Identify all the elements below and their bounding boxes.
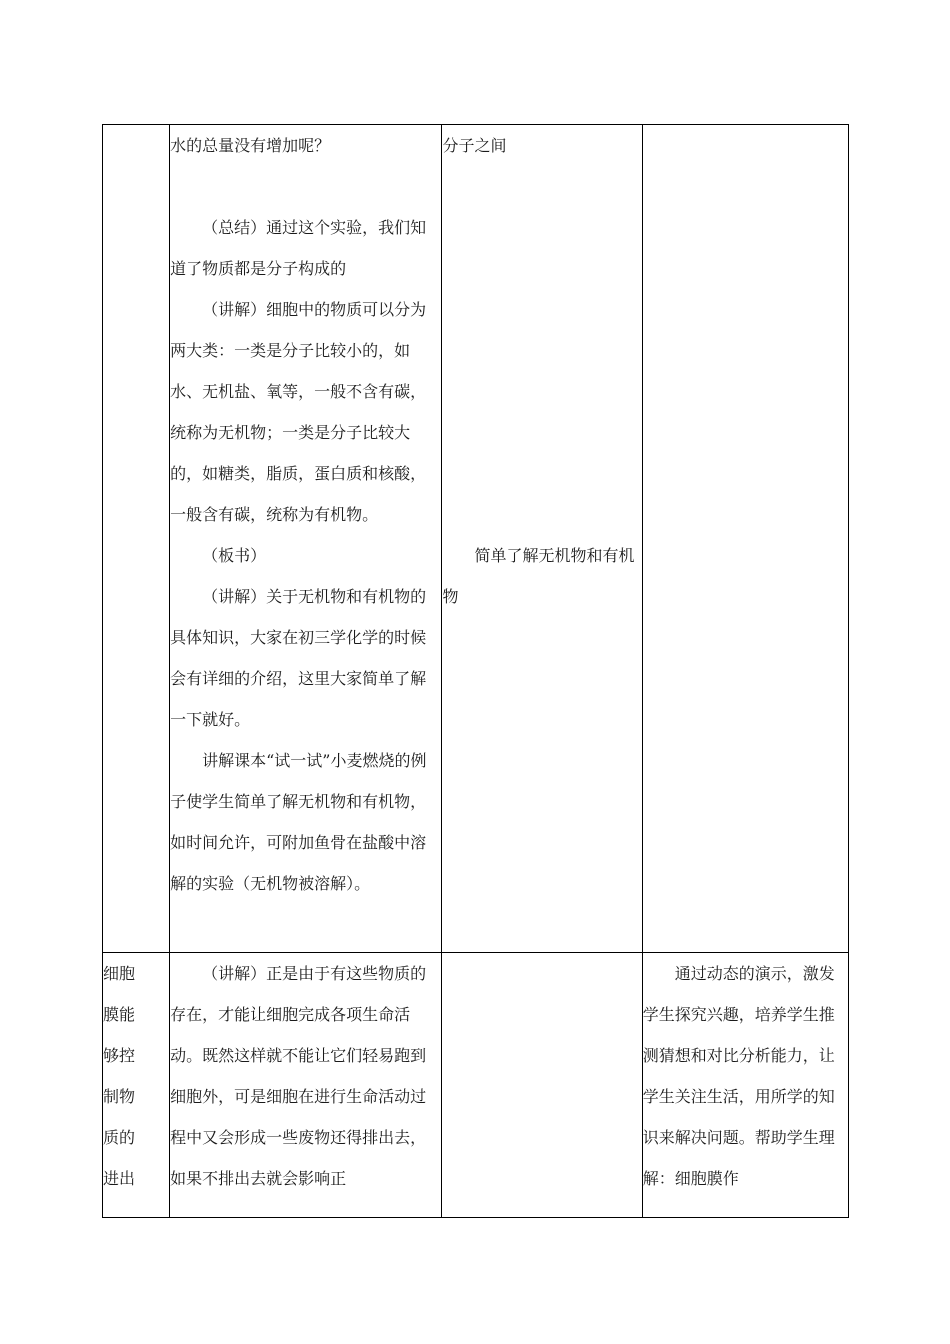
topic-line: 进出 [103,1169,136,1188]
topic-line: 制物 [103,1087,136,1106]
row2-intent-cell [642,953,848,1218]
teacher-text-line: 水的总量没有增加呢？ [170,136,331,155]
teacher-paragraph: （板书） [202,546,267,565]
student-text: 简单了解无机物和有机物 [442,546,635,606]
teacher-paragraph: （讲解）关于无机物和有机物的具体知识，大家在初三学化学的时候会有详细的介绍，这里大家简单了解一下就好。 [170,587,427,729]
row1-teacher-activity-cell [170,125,442,953]
row2-student-activity-cell [442,953,642,1218]
student-text: 分子之间 [442,136,507,155]
design-intent-text: 通过动态的演示，激发学生探究兴趣，培养学生推测猜想和对比分析能力，让学生关注生活，用所学的知识来解决问题。帮助学生理解：细胞膜作 [642,964,835,1188]
topic-line: 细胞 [103,964,136,983]
row1-topic-cell [103,125,170,953]
topic-line: 质的 [103,1128,136,1147]
row2-teacher-activity-cell [170,953,442,1218]
lesson-plan-table [102,124,849,1218]
teacher-paragraph: （讲解）正是由于有这些物质的存在，才能让细胞完成各项生命活动。既然这样就不能让它们轻易跑到细胞外，可是细胞在进行生命活动过程中又会形成一些废物还得排出去，如果不排出去就会影响正 [170,964,427,1188]
teacher-paragraph: （讲解）细胞中的物质可以分为两大类：一类是分子比较小的，如水、无机盐、氧等，一般不含有碳，统称为无机物；一类是分子比较大的，如糖类，脂质，蛋白质和核酸，一般含有碳，统称为有机物。 [170,300,427,524]
row2-topic-cell [103,953,170,1218]
topic-line: 膜能 [103,1005,136,1024]
teacher-paragraph: 讲解课本“试一试”小麦燃烧的例子使学生简单了解无机物和有机物，如时间允许，可附加鱼骨在盐酸中溶解的实验（无机物被溶解）。 [170,751,427,893]
row1-student-activity-cell [442,125,642,953]
table-row [103,953,849,1218]
teacher-paragraph: （总结）通过这个实验，我们知道了物质都是分子构成的 [170,218,427,278]
topic-line: 够控 [103,1046,136,1065]
table-row [103,125,849,953]
row1-intent-cell [642,125,848,953]
